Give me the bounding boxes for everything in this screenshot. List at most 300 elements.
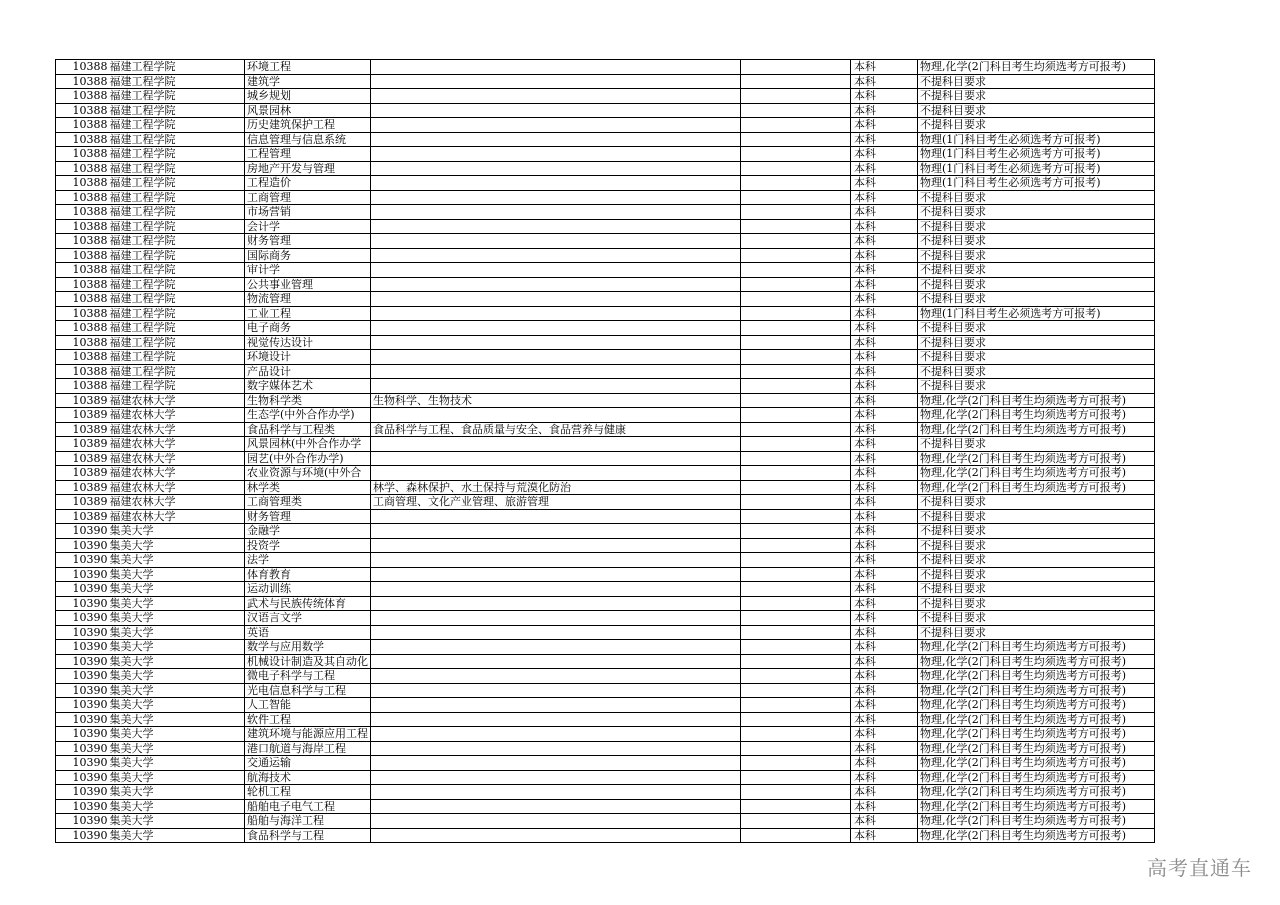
major-name-cell: 房地产开发与管理	[245, 161, 371, 176]
school-code-cell: 10390	[56, 814, 109, 829]
subject-requirement-cell: 不提科目要求	[918, 205, 1155, 220]
empty-cell	[741, 698, 851, 713]
school-name-cell: 集美大学	[109, 553, 245, 568]
school-name-cell: 福建工程学院	[109, 364, 245, 379]
school-code-cell: 10388	[56, 234, 109, 249]
school-code-cell: 10388	[56, 60, 109, 75]
school-name-cell: 福建工程学院	[109, 89, 245, 104]
school-code-cell: 10388	[56, 161, 109, 176]
school-code-cell: 10388	[56, 292, 109, 307]
subject-requirement-cell: 物理,化学(2门科目考生均须选考方可报考)	[918, 654, 1155, 669]
major-name-cell: 园艺(中外合作办学)	[245, 451, 371, 466]
table-row	[56, 727, 1155, 742]
subject-requirement-cell: 不提科目要求	[918, 524, 1155, 539]
subject-requirement-cell: 不提科目要求	[918, 625, 1155, 640]
subject-requirement-cell: 不提科目要求	[918, 292, 1155, 307]
included-majors-cell	[371, 132, 741, 147]
included-majors-cell	[371, 785, 741, 800]
school-name-cell: 福建工程学院	[109, 379, 245, 394]
empty-cell	[741, 495, 851, 510]
school-code-cell: 10390	[56, 640, 109, 655]
level-cell: 本科	[851, 654, 918, 669]
level-cell: 本科	[851, 640, 918, 655]
level-cell: 本科	[851, 698, 918, 713]
table-row	[56, 567, 1155, 582]
included-majors-cell	[371, 625, 741, 640]
school-code-cell: 10388	[56, 306, 109, 321]
subject-requirement-cell: 物理(1门科目考生必须选考方可报考)	[918, 132, 1155, 147]
subject-requirement-cell: 物理,化学(2门科目考生均须选考方可报考)	[918, 393, 1155, 408]
table-row	[56, 379, 1155, 394]
included-majors-cell	[371, 176, 741, 191]
school-name-cell: 集美大学	[109, 756, 245, 771]
empty-cell	[741, 408, 851, 423]
empty-cell	[741, 147, 851, 162]
table-row	[56, 422, 1155, 437]
major-name-cell: 财务管理	[245, 234, 371, 249]
school-code-cell: 10390	[56, 756, 109, 771]
school-name-cell: 福建工程学院	[109, 60, 245, 75]
empty-cell	[741, 625, 851, 640]
school-name-cell: 福建工程学院	[109, 321, 245, 336]
school-name-cell: 福建工程学院	[109, 234, 245, 249]
school-name-cell: 福建工程学院	[109, 161, 245, 176]
subject-requirement-cell: 物理,化学(2门科目考生均须选考方可报考)	[918, 408, 1155, 423]
school-name-cell: 集美大学	[109, 567, 245, 582]
major-name-cell: 环境工程	[245, 60, 371, 75]
school-name-cell: 集美大学	[109, 582, 245, 597]
empty-cell	[741, 118, 851, 133]
empty-cell	[741, 379, 851, 394]
major-name-cell: 物流管理	[245, 292, 371, 307]
major-name-cell: 工商管理类	[245, 495, 371, 510]
subject-requirement-cell: 不提科目要求	[918, 89, 1155, 104]
subject-requirement-cell: 不提科目要求	[918, 379, 1155, 394]
table-row	[56, 582, 1155, 597]
major-name-cell: 工业工程	[245, 306, 371, 321]
table-row	[56, 785, 1155, 800]
school-name-cell: 福建工程学院	[109, 306, 245, 321]
level-cell: 本科	[851, 785, 918, 800]
empty-cell	[741, 306, 851, 321]
major-name-cell: 审计学	[245, 263, 371, 278]
subject-requirement-cell: 物理,化学(2门科目考生均须选考方可报考)	[918, 480, 1155, 495]
table-row	[56, 698, 1155, 713]
school-name-cell: 福建农林大学	[109, 437, 245, 452]
table-row	[56, 60, 1155, 75]
table-row	[56, 74, 1155, 89]
empty-cell	[741, 582, 851, 597]
school-code-cell: 10388	[56, 147, 109, 162]
subject-requirement-cell: 不提科目要求	[918, 277, 1155, 292]
school-code-cell: 10390	[56, 582, 109, 597]
major-name-cell: 数学与应用数学	[245, 640, 371, 655]
major-name-cell: 轮机工程	[245, 785, 371, 800]
subject-requirement-cell: 物理,化学(2门科目考生均须选考方可报考)	[918, 770, 1155, 785]
subject-requirement-cell: 物理(1门科目考生必须选考方可报考)	[918, 176, 1155, 191]
level-cell: 本科	[851, 379, 918, 394]
level-cell: 本科	[851, 814, 918, 829]
empty-cell	[741, 669, 851, 684]
included-majors-cell	[371, 292, 741, 307]
school-name-cell: 福建工程学院	[109, 74, 245, 89]
school-code-cell: 10388	[56, 190, 109, 205]
included-majors-cell	[371, 437, 741, 452]
level-cell: 本科	[851, 364, 918, 379]
included-majors-cell	[371, 698, 741, 713]
major-name-cell: 城乡规划	[245, 89, 371, 104]
major-name-cell: 食品科学与工程类	[245, 422, 371, 437]
major-name-cell: 环境设计	[245, 350, 371, 365]
subject-requirement-cell: 不提科目要求	[918, 495, 1155, 510]
school-code-cell: 10390	[56, 741, 109, 756]
level-cell: 本科	[851, 422, 918, 437]
major-name-cell: 航海技术	[245, 770, 371, 785]
included-majors-cell	[371, 828, 741, 843]
table-row	[56, 553, 1155, 568]
major-name-cell: 港口航道与海岸工程	[245, 741, 371, 756]
table-row	[56, 495, 1155, 510]
school-name-cell: 集美大学	[109, 698, 245, 713]
empty-cell	[741, 335, 851, 350]
table-row	[56, 277, 1155, 292]
included-majors-cell	[371, 190, 741, 205]
empty-cell	[741, 364, 851, 379]
table-row	[56, 132, 1155, 147]
major-name-cell: 风景园林	[245, 103, 371, 118]
school-code-cell: 10388	[56, 219, 109, 234]
school-code-cell: 10388	[56, 263, 109, 278]
included-majors-cell	[371, 712, 741, 727]
table-row	[56, 466, 1155, 481]
major-name-cell: 农业资源与环境(中外合	[245, 466, 371, 481]
school-name-cell: 集美大学	[109, 770, 245, 785]
major-name-cell: 英语	[245, 625, 371, 640]
school-name-cell: 福建工程学院	[109, 103, 245, 118]
table-row	[56, 669, 1155, 684]
table-row	[56, 640, 1155, 655]
level-cell: 本科	[851, 103, 918, 118]
major-name-cell: 公共事业管理	[245, 277, 371, 292]
table-row	[56, 393, 1155, 408]
table-row	[56, 161, 1155, 176]
subject-requirement-cell: 不提科目要求	[918, 335, 1155, 350]
subject-requirement-cell: 不提科目要求	[918, 553, 1155, 568]
table-row	[56, 712, 1155, 727]
school-name-cell: 福建农林大学	[109, 495, 245, 510]
school-name-cell: 集美大学	[109, 683, 245, 698]
level-cell: 本科	[851, 321, 918, 336]
included-majors-cell	[371, 103, 741, 118]
subject-requirement-cell: 不提科目要求	[918, 321, 1155, 336]
major-name-cell: 产品设计	[245, 364, 371, 379]
included-majors-cell	[371, 567, 741, 582]
table-row	[56, 451, 1155, 466]
empty-cell	[741, 393, 851, 408]
table-row	[56, 219, 1155, 234]
school-code-cell: 10389	[56, 466, 109, 481]
school-code-cell: 10389	[56, 480, 109, 495]
subject-requirement-cell: 不提科目要求	[918, 74, 1155, 89]
subject-requirement-cell: 物理,化学(2门科目考生均须选考方可报考)	[918, 640, 1155, 655]
level-cell: 本科	[851, 132, 918, 147]
subject-requirement-cell: 不提科目要求	[918, 364, 1155, 379]
subject-requirement-cell: 不提科目要求	[918, 118, 1155, 133]
table-row	[56, 756, 1155, 771]
level-cell: 本科	[851, 292, 918, 307]
included-majors-cell	[371, 277, 741, 292]
subject-requirement-cell: 不提科目要求	[918, 350, 1155, 365]
empty-cell	[741, 567, 851, 582]
table-row	[56, 364, 1155, 379]
included-majors-cell: 生物科学、生物技术	[371, 393, 741, 408]
level-cell: 本科	[851, 683, 918, 698]
table-row	[56, 263, 1155, 278]
school-code-cell: 10388	[56, 335, 109, 350]
major-name-cell: 微电子科学与工程	[245, 669, 371, 684]
major-name-cell: 建筑学	[245, 74, 371, 89]
empty-cell	[741, 321, 851, 336]
major-name-cell: 财务管理	[245, 509, 371, 524]
subject-requirement-cell: 物理,化学(2门科目考生均须选考方可报考)	[918, 828, 1155, 843]
included-majors-cell	[371, 654, 741, 669]
subject-requirement-cell: 物理(1门科目考生必须选考方可报考)	[918, 147, 1155, 162]
school-name-cell: 集美大学	[109, 524, 245, 539]
level-cell: 本科	[851, 263, 918, 278]
school-code-cell: 10389	[56, 408, 109, 423]
included-majors-cell	[371, 640, 741, 655]
major-name-cell: 汉语言文学	[245, 611, 371, 626]
school-code-cell: 10390	[56, 567, 109, 582]
empty-cell	[741, 205, 851, 220]
school-code-cell: 10390	[56, 625, 109, 640]
level-cell: 本科	[851, 350, 918, 365]
school-name-cell: 福建工程学院	[109, 118, 245, 133]
school-code-cell: 10389	[56, 509, 109, 524]
empty-cell	[741, 89, 851, 104]
school-code-cell: 10388	[56, 89, 109, 104]
level-cell: 本科	[851, 393, 918, 408]
empty-cell	[741, 437, 851, 452]
table-row	[56, 176, 1155, 191]
included-majors-cell	[371, 248, 741, 263]
subject-requirement-cell: 不提科目要求	[918, 219, 1155, 234]
table-row	[56, 306, 1155, 321]
level-cell: 本科	[851, 335, 918, 350]
subject-requirement-cell: 物理,化学(2门科目考生均须选考方可报考)	[918, 727, 1155, 742]
included-majors-cell	[371, 161, 741, 176]
empty-cell	[741, 263, 851, 278]
table-row	[56, 234, 1155, 249]
school-code-cell: 10390	[56, 727, 109, 742]
school-name-cell: 福建工程学院	[109, 292, 245, 307]
table-row	[56, 596, 1155, 611]
empty-cell	[741, 741, 851, 756]
included-majors-cell	[371, 89, 741, 104]
school-name-cell: 集美大学	[109, 538, 245, 553]
level-cell: 本科	[851, 248, 918, 263]
level-cell: 本科	[851, 219, 918, 234]
school-code-cell: 10389	[56, 495, 109, 510]
subject-requirement-cell: 不提科目要求	[918, 103, 1155, 118]
level-cell: 本科	[851, 828, 918, 843]
included-majors-cell	[371, 553, 741, 568]
school-code-cell: 10390	[56, 785, 109, 800]
empty-cell	[741, 451, 851, 466]
school-name-cell: 集美大学	[109, 712, 245, 727]
subject-requirement-cell: 物理,化学(2门科目考生均须选考方可报考)	[918, 814, 1155, 829]
school-code-cell: 10388	[56, 350, 109, 365]
subject-requirement-cell: 物理,化学(2门科目考生均须选考方可报考)	[918, 712, 1155, 727]
major-name-cell: 国际商务	[245, 248, 371, 263]
subject-requirement-cell: 不提科目要求	[918, 509, 1155, 524]
included-majors-cell	[371, 611, 741, 626]
empty-cell	[741, 480, 851, 495]
included-majors-cell	[371, 741, 741, 756]
major-name-cell: 武术与民族传统体育	[245, 596, 371, 611]
school-name-cell: 福建工程学院	[109, 205, 245, 220]
subject-requirement-cell: 不提科目要求	[918, 538, 1155, 553]
major-name-cell: 光电信息科学与工程	[245, 683, 371, 698]
empty-cell	[741, 770, 851, 785]
included-majors-cell: 食品科学与工程、食品质量与安全、食品营养与健康	[371, 422, 741, 437]
level-cell: 本科	[851, 799, 918, 814]
empty-cell	[741, 466, 851, 481]
school-code-cell: 10390	[56, 770, 109, 785]
included-majors-cell	[371, 234, 741, 249]
school-code-cell: 10390	[56, 654, 109, 669]
empty-cell	[741, 103, 851, 118]
major-name-cell: 工商管理	[245, 190, 371, 205]
school-name-cell: 福建工程学院	[109, 132, 245, 147]
empty-cell	[741, 828, 851, 843]
table-row	[56, 350, 1155, 365]
school-name-cell: 福建工程学院	[109, 147, 245, 162]
major-name-cell: 运动训练	[245, 582, 371, 597]
empty-cell	[741, 640, 851, 655]
subject-requirement-cell: 不提科目要求	[918, 437, 1155, 452]
included-majors-cell	[371, 364, 741, 379]
included-majors-cell	[371, 306, 741, 321]
included-majors-cell	[371, 538, 741, 553]
school-name-cell: 福建农林大学	[109, 509, 245, 524]
school-name-cell: 福建工程学院	[109, 190, 245, 205]
subject-requirement-cell: 不提科目要求	[918, 263, 1155, 278]
school-name-cell: 集美大学	[109, 785, 245, 800]
major-name-cell: 信息管理与信息系统	[245, 132, 371, 147]
major-name-cell: 数字媒体艺术	[245, 379, 371, 394]
table-row	[56, 205, 1155, 220]
major-name-cell: 船舶电子电气工程	[245, 799, 371, 814]
empty-cell	[741, 74, 851, 89]
level-cell: 本科	[851, 306, 918, 321]
subject-requirement-cell: 不提科目要求	[918, 567, 1155, 582]
major-name-cell: 视觉传达设计	[245, 335, 371, 350]
subject-requirement-cell: 物理,化学(2门科目考生均须选考方可报考)	[918, 756, 1155, 771]
included-majors-cell	[371, 582, 741, 597]
subject-requirement-cell: 物理,化学(2门科目考生均须选考方可报考)	[918, 451, 1155, 466]
school-code-cell: 10389	[56, 422, 109, 437]
school-code-cell: 10390	[56, 524, 109, 539]
empty-cell	[741, 814, 851, 829]
table-row	[56, 828, 1155, 843]
school-name-cell: 集美大学	[109, 814, 245, 829]
level-cell: 本科	[851, 625, 918, 640]
major-name-cell: 建筑环境与能源应用工程	[245, 727, 371, 742]
table-row	[56, 190, 1155, 205]
school-code-cell: 10390	[56, 596, 109, 611]
subject-requirement-cell: 物理,化学(2门科目考生均须选考方可报考)	[918, 698, 1155, 713]
included-majors-cell	[371, 770, 741, 785]
subject-requirement-cell: 不提科目要求	[918, 248, 1155, 263]
major-name-cell: 法学	[245, 553, 371, 568]
empty-cell	[741, 727, 851, 742]
table-row	[56, 321, 1155, 336]
level-cell: 本科	[851, 161, 918, 176]
level-cell: 本科	[851, 538, 918, 553]
major-name-cell: 机械设计制造及其自动化	[245, 654, 371, 669]
watermark-text: 高考直通车	[1147, 856, 1252, 880]
included-majors-cell	[371, 669, 741, 684]
school-code-cell: 10388	[56, 118, 109, 133]
empty-cell	[741, 176, 851, 191]
empty-cell	[741, 190, 851, 205]
subject-requirement-cell: 物理,化学(2门科目考生均须选考方可报考)	[918, 60, 1155, 75]
empty-cell	[741, 683, 851, 698]
level-cell: 本科	[851, 596, 918, 611]
included-majors-cell	[371, 147, 741, 162]
level-cell: 本科	[851, 190, 918, 205]
school-name-cell: 集美大学	[109, 611, 245, 626]
level-cell: 本科	[851, 727, 918, 742]
subject-requirement-cell: 不提科目要求	[918, 190, 1155, 205]
school-code-cell: 10390	[56, 712, 109, 727]
empty-cell	[741, 234, 851, 249]
table-row	[56, 814, 1155, 829]
school-code-cell: 10388	[56, 103, 109, 118]
school-name-cell: 福建工程学院	[109, 219, 245, 234]
table-row	[56, 103, 1155, 118]
level-cell: 本科	[851, 669, 918, 684]
empty-cell	[741, 132, 851, 147]
school-code-cell: 10390	[56, 683, 109, 698]
included-majors-cell	[371, 60, 741, 75]
major-name-cell: 历史建筑保护工程	[245, 118, 371, 133]
subject-requirement-cell: 不提科目要求	[918, 234, 1155, 249]
subject-requirement-cell: 物理(1门科目考生必须选考方可报考)	[918, 161, 1155, 176]
school-code-cell: 10388	[56, 205, 109, 220]
empty-cell	[741, 60, 851, 75]
school-name-cell: 福建农林大学	[109, 422, 245, 437]
level-cell: 本科	[851, 524, 918, 539]
school-code-cell: 10388	[56, 132, 109, 147]
level-cell: 本科	[851, 567, 918, 582]
empty-cell	[741, 292, 851, 307]
empty-cell	[741, 350, 851, 365]
school-code-cell: 10389	[56, 451, 109, 466]
subject-requirement-cell: 物理,化学(2门科目考生均须选考方可报考)	[918, 799, 1155, 814]
level-cell: 本科	[851, 408, 918, 423]
school-code-cell: 10389	[56, 393, 109, 408]
level-cell: 本科	[851, 437, 918, 452]
subject-requirement-cell: 物理,化学(2门科目考生均须选考方可报考)	[918, 422, 1155, 437]
major-name-cell: 生态学(中外合作办学)	[245, 408, 371, 423]
school-name-cell: 福建工程学院	[109, 277, 245, 292]
level-cell: 本科	[851, 712, 918, 727]
school-code-cell: 10388	[56, 74, 109, 89]
school-code-cell: 10390	[56, 669, 109, 684]
school-code-cell: 10390	[56, 799, 109, 814]
